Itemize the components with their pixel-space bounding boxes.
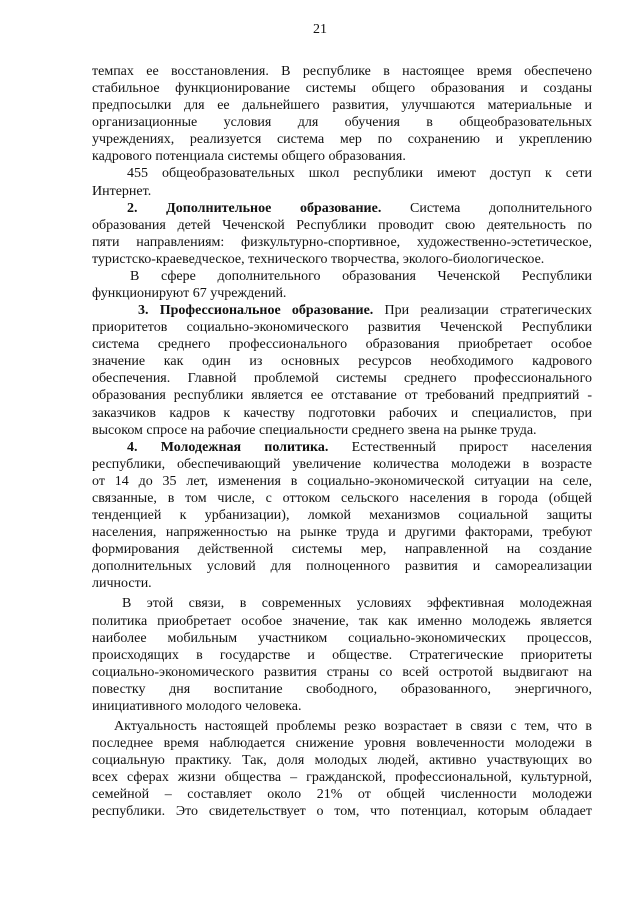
text-line: формирования действенной системы мер, направленной на создание xyxy=(92,542,592,558)
section-heading: 4. Молодежная политика. xyxy=(127,439,329,455)
text-line: приоритетов социально-экономического развития Чеченской Республики xyxy=(92,320,592,336)
text-line: система среднего профессионального образования приобретает особое xyxy=(92,337,592,353)
text-line: тенденцией к урбанизации), ломкой механизмов социальной защиты xyxy=(92,508,592,524)
text-line: кадрового потенциала системы общего образования. xyxy=(92,149,406,165)
text-line: последнее время наблюдается снижение уровня вовлеченности молодежи в xyxy=(92,736,592,752)
section-heading: 2. Дополнительное образование. xyxy=(127,200,382,216)
text-line: стабильное функционирование системы общего образования и созданы xyxy=(92,81,592,97)
text-line: инициативного молодого человека. xyxy=(92,698,302,714)
text-line: личности. xyxy=(92,576,152,592)
text-line: В этой связи, в современных условиях эффективная молодежная xyxy=(122,596,592,612)
text-line: социально-экономического развития страны со всей остротой выдвигают на xyxy=(92,664,592,680)
text-line: связанные, в том числе, с оттоком сельского населения в города (общей xyxy=(92,490,592,506)
text-line: темпах ее восстановления. В республике в настоящее время обеспечено xyxy=(92,64,592,79)
text-line: от 14 до 35 лет, изменения в социально-экономической ситуации на селе, xyxy=(92,473,592,489)
text-line: дополнительных условий для полноценного развития и самореализации xyxy=(92,559,592,575)
paragraph-additional-education xyxy=(92,200,592,268)
paragraph-institutions-count xyxy=(92,268,592,302)
text-line: республики. Это свидетельствует о том, что потенциал, которым обладает xyxy=(92,804,592,820)
paragraph-youth-policy xyxy=(92,439,592,593)
text-line: функционируют 67 учреждений. xyxy=(92,286,287,302)
text-line: образования детей Чеченской Республики проводит свою деятельность по xyxy=(92,217,592,233)
paragraph-professional-education xyxy=(92,302,592,439)
text-line: 455 общеобразовательных школ республики имеют доступ к сети xyxy=(127,166,592,182)
text-line: туристско-краеведческое, технического творчества, эколого-биологическое. xyxy=(92,251,545,267)
section-heading: 3. Профессиональное образование. xyxy=(138,303,374,319)
text-line: В сфере дополнительного образования Чеченской Республики xyxy=(130,268,592,284)
text-line: семейной – составляет около 21% от общей численности молодежи xyxy=(92,787,592,803)
text-line: 2. Дополнительное образование. Система дополнительного xyxy=(127,200,592,216)
text-line: 4. Молодежная политика. Естественный прирост населения xyxy=(127,439,592,455)
text-line: Интернет. xyxy=(92,183,152,199)
text-line: учреждениях, реализуется система мер по сохранению и укреплению xyxy=(92,132,592,148)
paragraph-internet-access xyxy=(92,165,592,199)
text-line: пяти направлениям: физкультурно-спортивное, художественно-эстетическое, xyxy=(92,234,592,250)
text-line: социальную практику. Так, доля молодых людей, активно участвующих во xyxy=(92,753,592,769)
paragraph-problem-relevance xyxy=(92,718,592,820)
text-line: всех сферах жизни общества – гражданской, профессиональной, культурной, xyxy=(92,770,592,786)
paragraph-youth-importance xyxy=(92,595,592,715)
text-line: наиболее мобильным участником социально-экономических процессов, xyxy=(92,630,592,646)
text-line: высоком спросе на рабочие специальности среднего звена на рынке труда. xyxy=(92,422,537,438)
document-body xyxy=(92,63,592,820)
page-number: 21 xyxy=(313,22,327,37)
text-line: повестку дня воспитание свободного, образованного, энергичного, xyxy=(92,681,592,697)
text-line: организационные условия для обучения в общеобразовательных xyxy=(92,115,592,131)
text-line: 3. Профессиональное образование. При реализации стратегических xyxy=(138,303,592,319)
paragraph-general-education xyxy=(92,63,592,165)
text-line: предпосылки для ее дальнейшего развития, улучшаются материальные и xyxy=(92,98,592,114)
text-line: республики, обеспечивающий увеличение количества молодежи в возрасте xyxy=(92,456,592,472)
text-line: населения, напряженностью на рынке труда и другими факторами, требуют xyxy=(92,525,592,541)
text-line: Актуальность настоящей проблемы резко возрастает в связи с тем, что в xyxy=(114,718,592,734)
text-line: обеспечения. Главной проблемой системы среднего профессионального xyxy=(92,371,592,387)
text-line: образования республики является ее отставание от требований предприятий - xyxy=(92,388,592,404)
text-line: происходящих в государстве и обществе. Стратегические приоритеты xyxy=(92,647,592,663)
text-line: политика приобретает особое значение, так как именно молодежь является xyxy=(92,613,592,629)
text-line: заказчиков кадров к качеству подготовки рабочих и специалистов, при xyxy=(92,405,592,421)
text-line: значение как один из основных ресурсов необходимого кадрового xyxy=(92,354,592,370)
